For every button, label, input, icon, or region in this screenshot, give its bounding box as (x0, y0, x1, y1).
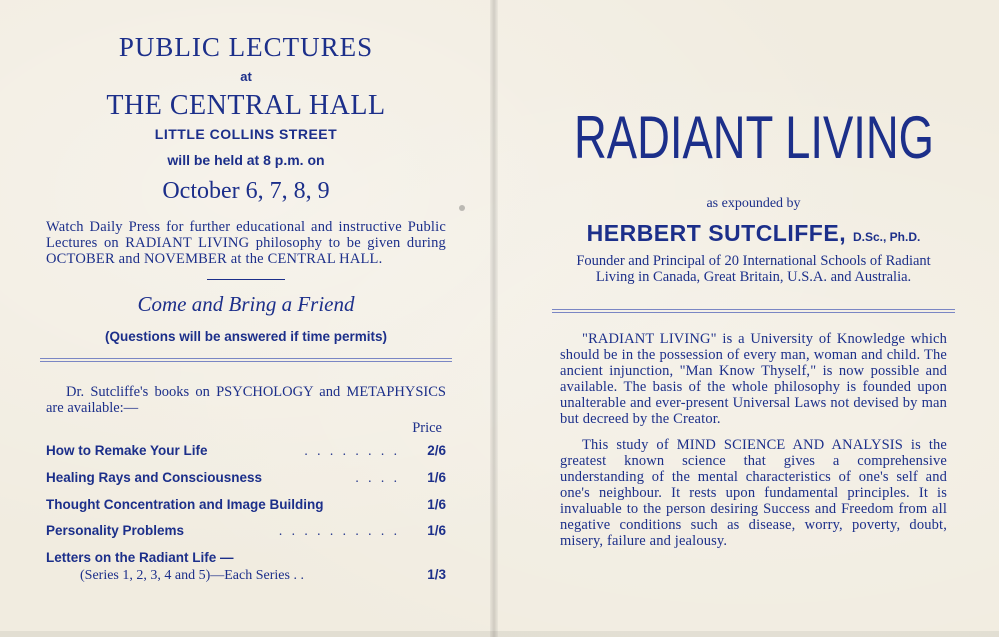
book-title: Thought Concentration and Image Building (46, 497, 324, 512)
book-price: 1/6 (427, 470, 446, 485)
headline-text: RADIANT LIVING (573, 104, 934, 166)
right-panel (498, 0, 999, 637)
author-degrees: D.Sc., Ph.D. (852, 230, 921, 244)
author-label: HERBERT SUTCLIFFE, (586, 220, 847, 246)
headline-svg (569, 86, 939, 166)
watch-press-text: Watch Daily Press for further educational and instructive Public Lectures on RADIANT LIVING philosophy to be given during OCTOBER and NOVEMBER at the CENTRAL HALL. (46, 219, 446, 267)
book-row (46, 470, 446, 486)
book-title: Personality Problems (46, 523, 185, 538)
book-title: Healing Rays and Consciousness (46, 470, 263, 485)
book-row (46, 550, 446, 565)
bottom-edge (0, 631, 999, 637)
paragraph-mind-science: This study of MIND SCIENCE AND ANALYSIS is the greatest known science that gives a comprehensive understanding of the mental characteristics of one's self and one's neighbour. It rests upon fundamental principles. It is invaluable to the person desiring Success and Freedom from all negative conditions such as disease, worry, poverty, doubt, misery, failure and jealousy. (560, 437, 947, 549)
expounded-label: as expounded by (706, 196, 801, 211)
author-name (560, 220, 947, 247)
double-rule (40, 358, 452, 362)
short-divider (207, 279, 285, 280)
series-label: (Series 1, 2, 3, 4 and 5)—Each Series . . (80, 568, 304, 583)
book-price: 1/6 (427, 523, 446, 538)
books-intro: Dr. Sutcliffe's books on PSYCHOLOGY and METAPHYSICS are available:— (46, 384, 446, 416)
founder-text: Founder and Principal of 20 International Schools of Radiant Living in Canada, Great Britain, U.S.A. and Australia. (576, 253, 931, 285)
paragraph-university: "RADIANT LIVING" is a University of Knowledge which should be in the possession of every man, woman and child. The ancient injunction, "Man Know Thyself," is now possible and available. The basis of the whole philosophy is founded upon unalterable and ever-present Universal Laws not devised by man but decreed by the Creator. (560, 331, 947, 427)
dot-leaders: . . . . (355, 470, 400, 485)
lectures-heading: PUBLIC LECTURES (118, 32, 374, 62)
book-price: 2/6 (427, 443, 446, 458)
series-row (46, 567, 446, 584)
center-fold (490, 0, 498, 637)
invite-line: Come and Bring a Friend (137, 292, 355, 316)
venue-heading: THE CENTRAL HALL (106, 90, 386, 121)
book-title: Letters on the Radiant Life — (46, 550, 234, 565)
at-label: at (240, 69, 252, 84)
book-price: 1/6 (427, 497, 446, 512)
dot-leaders: . . . . . . . . . . (278, 523, 400, 538)
book-row (46, 443, 446, 459)
price-header: Price (412, 420, 442, 436)
book-row (46, 497, 446, 512)
book-row (46, 523, 446, 539)
questions-note: (Questions will be answered if time permits) (104, 329, 388, 344)
series-price: 1/3 (427, 567, 446, 582)
left-panel (0, 0, 490, 637)
time-label: will be held at 8 p.m. on (167, 152, 325, 168)
dot-leaders: . . . . . . . . (304, 443, 400, 458)
book-title: How to Remake Your Life (46, 443, 208, 458)
double-rule (552, 309, 955, 313)
radiant-living-headline (560, 86, 947, 166)
dates-label: October 6, 7, 8, 9 (162, 178, 330, 204)
street-label: LITTLE COLLINS STREET (154, 126, 338, 142)
